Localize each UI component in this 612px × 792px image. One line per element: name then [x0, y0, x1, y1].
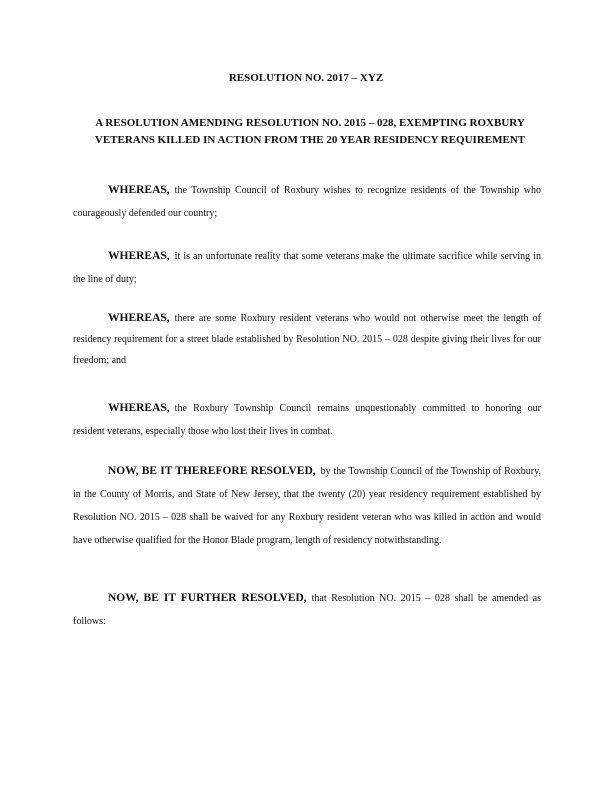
- whereas-paragraph-4: [73, 397, 541, 443]
- paragraph-lead: WHEREAS,: [108, 184, 170, 196]
- therefore-resolved-paragraph: [73, 460, 541, 552]
- paragraph-lead: NOW, BE IT THEREFORE RESOLVED,: [108, 465, 316, 477]
- paragraph-lead: WHEREAS,: [108, 312, 170, 324]
- whereas-paragraph-3: [73, 308, 541, 371]
- paragraph-lead: NOW, BE IT FURTHER RESOLVED,: [108, 592, 307, 604]
- whereas-paragraph-2: [73, 245, 541, 291]
- further-resolved-paragraph: [73, 587, 541, 633]
- paragraph-text: it is an unfortunate reality that some veterans make the ultimate sacrifice while serving in the line of duty;: [73, 251, 541, 285]
- resolution-number-heading: RESOLUTION NO. 2017 – XYZ: [228, 72, 384, 84]
- paragraph-lead: WHEREAS,: [108, 402, 170, 414]
- paragraph-text: that Resolution NO. 2015 – 028 shall be amended as follows:: [73, 593, 541, 627]
- paragraph-lead: WHEREAS,: [108, 250, 170, 262]
- paragraph-text: the Roxbury Township Council remains unquestionably committed to honoring our resident veterans, especially those who lost their lives in combat.: [73, 403, 541, 437]
- whereas-paragraph-1: [73, 179, 541, 225]
- paragraph-text: by the Township Council of the Township of Roxbury, in the County of Morris, and State of New Jersey, that the twenty (20) year residency requirement established by Resolution NO. 2015 – 028 shall be waived for any Roxbury resident veteran who was killed in action and would have otherwise qualified for the Honor Blade program, length of residency notwithstanding.: [73, 466, 541, 546]
- paragraph-text: there are some Roxbury resident veterans who would not otherwise meet the length of residency requirement for a street blade established by Resolution NO. 2015 – 028 despite giving their lives for our freedom; and: [73, 313, 541, 366]
- resolution-subtitle: A RESOLUTION AMENDING RESOLUTION NO. 2015 – 028, EXEMPTING ROXBURY VETERANS KILLED IN ACTION FROM THE 20 YEAR RESIDENCY REQUIREMENT: [94, 117, 526, 146]
- paragraph-text: the Township Council of Roxbury wishes to recognize residents of the Township who courageously defended our country;: [73, 185, 541, 219]
